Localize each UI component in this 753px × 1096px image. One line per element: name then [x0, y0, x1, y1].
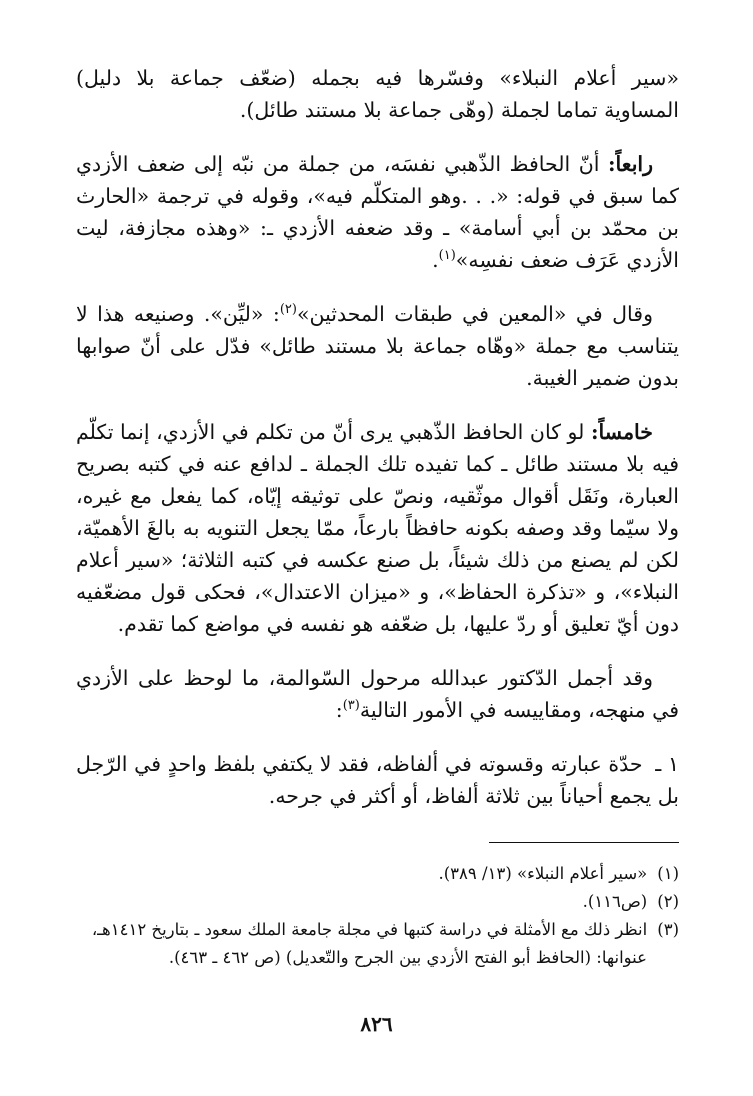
footnote-3-text: انظر ذلك مع الأمثلة في دراسة كتبها في مجلة جامعة الملك سعود ـ بتاريخ ١٤١٢هـ، — [91, 920, 648, 939]
footnote-2-number: (٢) — [657, 892, 679, 911]
paragraph-5th-point — [76, 416, 679, 640]
paragraph-summary — [76, 662, 679, 726]
paragraph-5th-text: لو كان الحافظ الذّهبي يرى أنّ من تكلم في الأزدي، إنما تكلّم فيه بلا مستند طائل ـ كما تفيده تلك الجملة ـ لدافع عنه في كتبه بصريح العبارة، ونَقَل أقوال موثّقيه، ونصّ على توثيقه إيّاه، كما يفعل مع غيره، ولا سيّما وقد وصفه بكونه حافظاً بارعاً، ممّا يجعل التنويه به بالغَ الأهميّة، لكن لم يصنع من ذلك شيئاً، بل صنع عكسه في كتبه الثلاثة؛ «سير أعلام النبلاء»، و «تذكرة الحفاظ»، و «ميزان الاعتدال»، فحكى قول مضعّفيه دون أيّ تعليق أو ردّ عليها، بل ضعّفه هو نفسه في مواضع كما تقدم. — [76, 420, 679, 636]
footnote-1-number: (١) — [657, 864, 679, 883]
footnote-3-continuation — [76, 945, 679, 971]
heading-khamisan: خامساً: — [590, 420, 653, 444]
list-item-1 — [76, 748, 679, 812]
paragraph-1 — [76, 62, 679, 126]
footnote-divider — [489, 842, 679, 843]
paragraph-muin-text-a: وقال في «المعين في طبقات المحدثين» — [296, 302, 653, 326]
paragraph-summary-text: وقد أجمل الدّكتور عبدالله مرحول السّوالمة، ما لوحظ على الأزدي في منهجه، ومقاييسه في الأمور التالية — [76, 666, 679, 722]
footnote-ref-2[interactable]: (٢) — [279, 302, 297, 318]
paragraph-muin — [76, 298, 679, 394]
footnote-ref-1[interactable]: (١) — [438, 248, 456, 264]
paragraph-4th-end: . — [432, 248, 439, 272]
footnote-3 — [76, 917, 679, 943]
paragraph-1-text: «سير أعلام النبلاء» وفسّرها فيه بجمله (ضعّف جماعة بلا دليل) المساوية تماما لجملة (وهّى جماعة بلا مستند طائل). — [76, 66, 679, 122]
heading-rabian: رابعاً: — [607, 152, 653, 176]
paragraph-muin-text-b: : «ليِّن». وصنيعه هذا لا يتناسب مع جملة «وهّاه جماعة بلا مستند طائل» فدّل على أنّ صوابها بدون ضمير الغيبة. — [76, 302, 679, 390]
page-number: ٨٢٦ — [360, 1012, 393, 1036]
footnote-3-continuation-text: عنوانها: (الحافظ أبو الفتح الأزدي بين الجرح والتّعديل) (ص ٤٦٢ ـ ٤٦٣). — [168, 948, 647, 967]
paragraph-4th-text: أنّ الحافظ الذّهبي نفسَه، من جملة من نبّه إلى ضعف الأزدي كما سبق في قوله: «. . .وهو المتكلّم فيه»، وقوله في ترجمة «الحارث بن محمّد بن أبي أسامة» ـ وقد ضعفه الأزدي ـ: «وهذه مجازفة، ليت الأزدي عَرَف ضعف نفسِه» — [76, 152, 679, 272]
list-item-text: حدّة عبارته وقسوته في ألفاظه، فقد لا يكتفي بلفظ واحدٍ في الرّجل بل يجمع أحياناً بين ثلاثة ألفاظ، أو أكثر في جرحه. — [76, 752, 679, 808]
footnote-2-text: (ص١١٦). — [582, 892, 648, 911]
footnote-1-text: «سير أعلام النبلاء» (١٣/ ٣٨٩). — [438, 864, 648, 883]
footnote-ref-3[interactable]: (٣) — [342, 698, 360, 714]
list-item-number: ١ ـ — [655, 752, 679, 776]
footnote-3-number: (٣) — [657, 920, 679, 939]
footnote-2 — [76, 889, 679, 915]
page-body — [76, 62, 679, 973]
paragraph-summary-end: : — [335, 698, 343, 722]
paragraph-4th-point — [76, 148, 679, 276]
footnote-1 — [76, 861, 679, 887]
